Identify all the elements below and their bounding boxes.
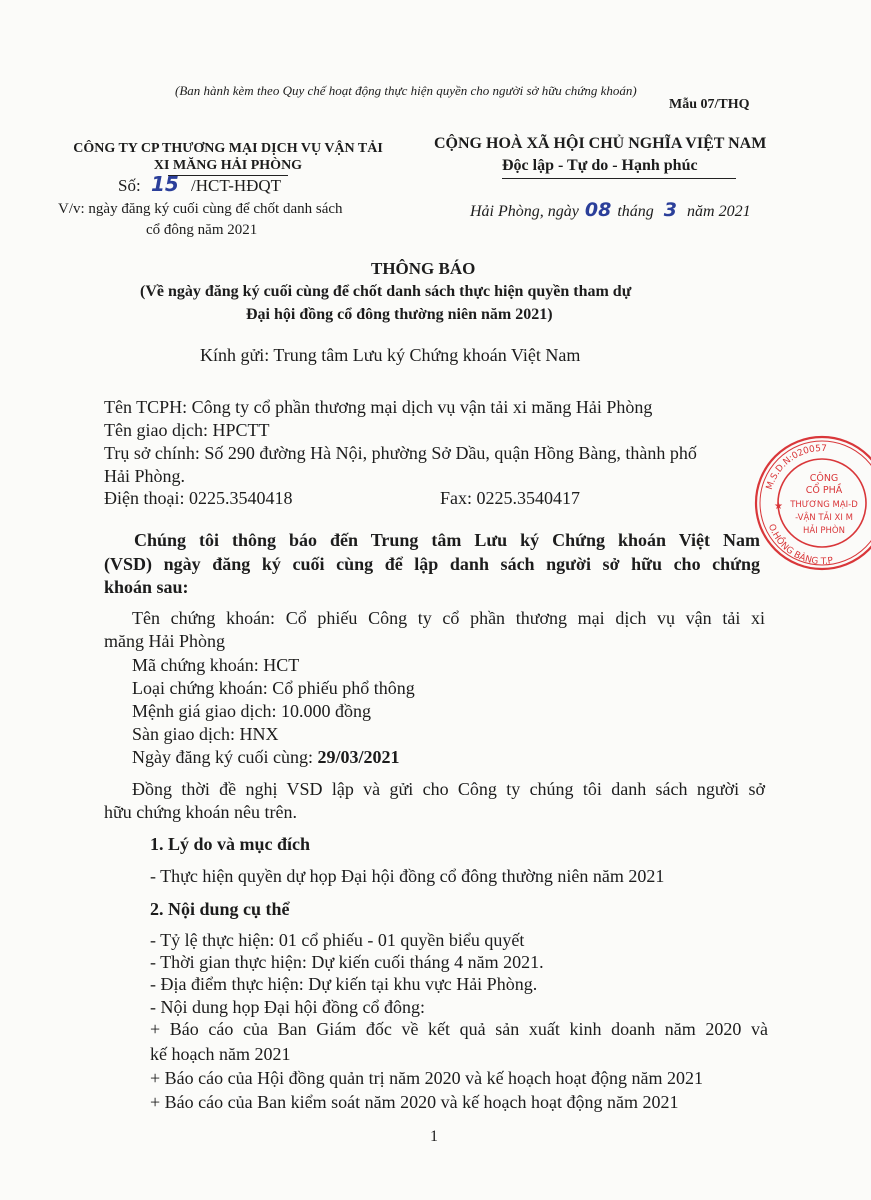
number-label: Số: — [118, 176, 141, 195]
intro-line1-text: Chúng tôi thông báo đến Trung tâm Lưu ký Chứng khoán Việt Nam — [134, 530, 760, 550]
notice-subtitle-line2: Đại hội đồng cổ đông thường niên năm 2021) — [246, 306, 553, 323]
section2-item: - Tỷ lệ thực hiện: 01 cổ phiếu - 01 quyền biểu quyết — [150, 930, 525, 950]
greeting: Kính gửi: Trung tâm Lưu ký Chứng khoán Việt Nam — [200, 345, 581, 365]
security-name-line1-text: Tên chứng khoán: Cổ phiếu Công ty cổ phần thương mại dịch vụ vận tải xi — [132, 608, 765, 628]
section2-item: - Nội dung họp Đại hội đồng cổ đông: — [150, 997, 425, 1017]
company-name-line2: XI MĂNG HẢI PHÒNG — [153, 158, 303, 173]
intro-line2-text: (VSD) ngày đăng ký cuối cùng để lập danh sách người sở hữu cho chứng — [104, 554, 760, 574]
security-exchange: Sàn giao dịch: HNX — [132, 724, 279, 744]
seal-ring-bottom: O.HỒNG BÀNG T.P — [765, 522, 834, 568]
seal-star-icon: ★ — [774, 501, 783, 512]
section1-heading: 1. Lý do và mục đích — [150, 834, 311, 854]
regulation-note: (Ban hành kèm theo Quy chế hoạt động thực hiện quyền cho người sở hữu chứng khoán) — [175, 83, 637, 98]
seal-text-3: THƯƠNG MẠI-D — [790, 500, 858, 510]
record-date-label: Ngày đăng ký cuối cùng: — [132, 747, 313, 767]
request-line1-text: Đồng thời đề nghị VSD lập và gửi cho Công ty chúng tôi danh sách người sở — [132, 779, 765, 799]
number-suffix: /HCT-HĐQT — [191, 176, 282, 195]
security-name-line1 — [132, 608, 765, 629]
date-prefix: Hải Phòng, ngày — [470, 203, 579, 220]
document-date — [470, 199, 751, 221]
issuer-address-line1: Trụ sở chính: Số 290 đường Hà Nội, phường Sở Dầu, quận Hồng Bàng, thành phố — [104, 443, 697, 463]
section1-item: - Thực hiện quyền dự họp Đại hội đồng cổ đông thường niên năm 2021 — [150, 866, 665, 886]
seal-text-2: CỔ PHẦ — [805, 485, 843, 496]
date-year: năm 2021 — [687, 203, 751, 220]
security-name-line2: măng Hải Phòng — [104, 631, 225, 651]
issuer-fax: Fax: 0225.3540417 — [440, 488, 581, 508]
handwritten-day: 08 — [584, 199, 612, 221]
section2-item: - Thời gian thực hiện: Dự kiến cuối tháng 4 năm 2021. — [150, 952, 544, 972]
section2-item: + Báo cáo của Hội đồng quản trị năm 2020 và kế hoạch hoạt động năm 2021 — [150, 1068, 704, 1088]
intro-line2 — [104, 554, 760, 575]
seal-text-4: -VẬN TẢI XI M — [795, 513, 853, 523]
handwritten-number: 15 — [150, 172, 179, 196]
section2-heading: 2. Nội dung cụ thể — [150, 899, 290, 919]
section2-item — [150, 1019, 768, 1040]
issuer-address-line2: Hải Phòng. — [104, 466, 185, 486]
request-line2: hữu chứng khoán nêu trên. — [104, 802, 297, 822]
subject-line1: V/v: ngày đăng ký cuối cùng để chốt danh sách — [58, 201, 343, 217]
national-title: CỘNG HOÀ XÃ HỘI CHỦ NGHĨA VIỆT NAM — [434, 135, 767, 152]
seal-text-5: HẢI PHÒN — [803, 526, 845, 536]
national-motto: Độc lập - Tự do - Hạnh phúc — [502, 157, 698, 174]
issuer-name: Tên TCPH: Công ty cổ phần thương mại dịch vụ vận tải xi măng Hải Phòng — [104, 397, 653, 417]
intro-line3: khoán sau: — [104, 577, 189, 597]
request-line1 — [132, 779, 765, 800]
section2-item: - Địa điểm thực hiện: Dự kiến tại khu vực Hải Phòng. — [150, 974, 538, 994]
notice-title: THÔNG BÁO — [371, 259, 476, 278]
issuer-phone: Điện thoại: 0225.3540418 — [104, 488, 293, 508]
motto-underline — [502, 178, 736, 179]
notice-subtitle-line1: (Về ngày đăng ký cuối cùng để chốt danh sách thực hiện quyền tham dự — [140, 283, 632, 300]
record-date — [132, 747, 399, 768]
company-name-line1: CÔNG TY CP THƯƠNG MẠI DỊCH VỤ VẬN TẢI — [73, 141, 383, 156]
section2-item-text: + Báo cáo của Ban Giám đốc về kết quả sản xuất kinh doanh năm 2020 và — [150, 1019, 768, 1039]
seal-ring-text: M.S.D.N:020057 — [764, 443, 827, 492]
security-par-value: Mệnh giá giao dịch: 10.000 đồng — [132, 701, 371, 721]
date-month-label: tháng — [617, 203, 654, 220]
subject-line2: cổ đông năm 2021 — [146, 222, 258, 238]
seal-text-1: CÔNG — [809, 473, 839, 484]
intro-line1 — [134, 530, 760, 551]
form-code: Mẫu 07/THQ — [669, 97, 750, 112]
issuer-trade-name: Tên giao dịch: HPCTT — [104, 420, 270, 440]
document-number — [118, 172, 281, 196]
section2-item: kế hoạch năm 2021 — [150, 1044, 291, 1064]
record-date-value: 29/03/2021 — [317, 747, 400, 767]
page-number: 1 — [430, 1128, 438, 1145]
company-seal — [752, 433, 871, 573]
security-type: Loại chứng khoán: Cổ phiếu phổ thông — [132, 678, 415, 698]
section2-item: + Báo cáo của Ban kiểm soát năm 2020 và kế hoạch hoạt động năm 2021 — [150, 1092, 679, 1112]
security-code: Mã chứng khoán: HCT — [132, 655, 300, 675]
handwritten-month: 3 — [663, 199, 678, 221]
